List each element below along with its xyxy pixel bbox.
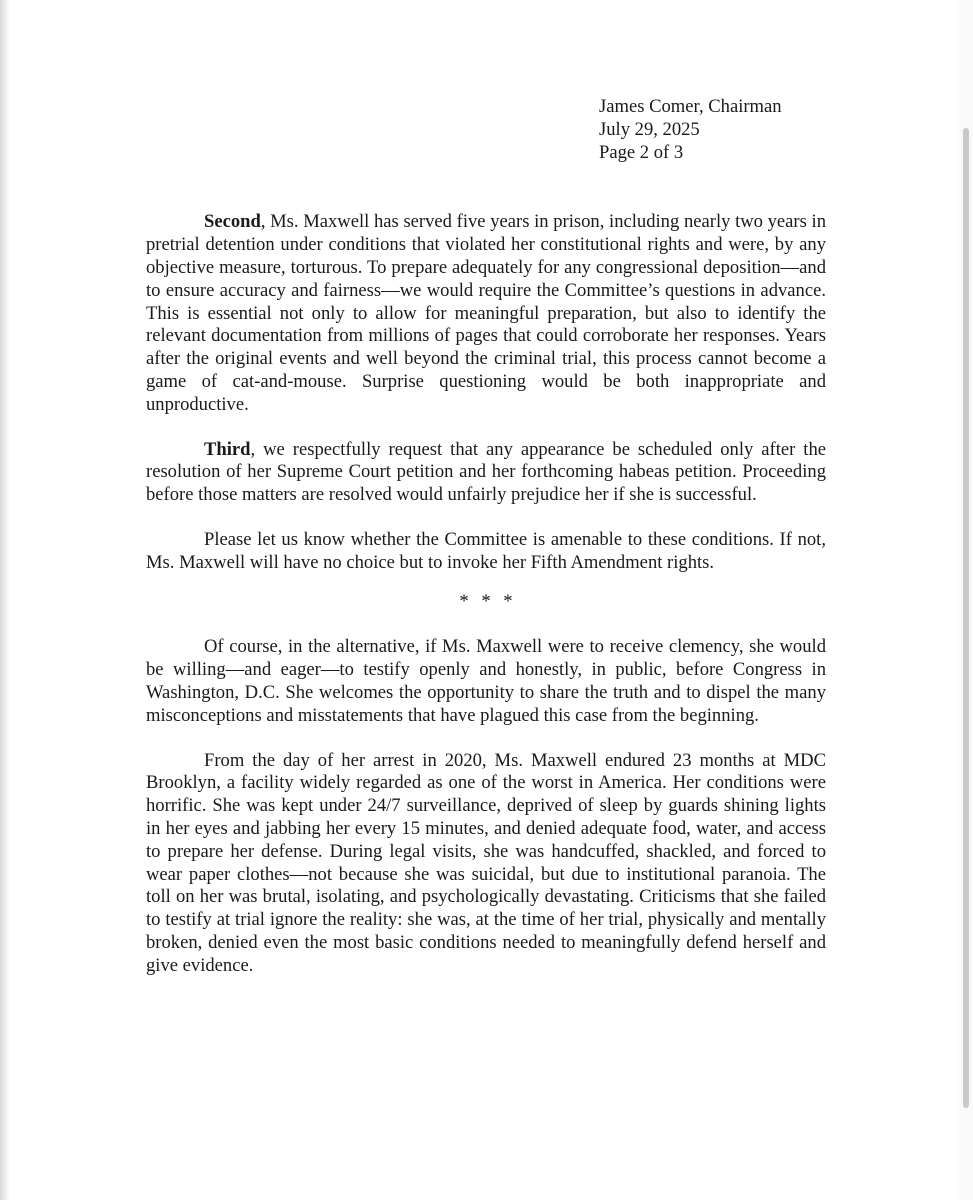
page-left-edge (0, 0, 10, 1200)
paragraph-of-course: Of course, in the alternative, if Ms. Maxwell were to receive clemency, she would be willing—and eager—to testify openly and honestly, in public, before Congress in Washington, D.C. She welcomes the opportunity to share the truth and to dispel the many misconceptions and misstatements that have plagued this case from the beginning. (146, 636, 826, 726)
paragraph-second-text: , Ms. Maxwell has served five years in prison, including nearly two years in pretrial detention under conditions that violated her constitutional rights and were, by any objective measure, torturous. To prepare adequately for any congressional deposition—and to ensure accuracy and fairness—we would require the Committee’s questions in advance. This is essential not only to allow for meaningful preparation, but also to identify the relevant documentation from millions of pages that could corroborate her responses. Years after the original events and well beyond the criminal trial, this process cannot become a game of cat-and-mouse. Surprise questioning would be both inappropriate and unproductive. (146, 211, 826, 415)
page-number-line: Page 2 of 3 (599, 141, 684, 163)
paragraph-please: Please let us know whether the Committee is amenable to these conditions. If not, Ms. Maxwell will have no choice but to invoke her Fifth Amendment rights. (146, 528, 826, 573)
paragraph-third-text: , we respectfully request that any appearance be scheduled only after the resolution of her Supreme Court petition and her forthcoming habeas petition. Proceeding before those matters are resolved would unfairly prejudice her if she is successful. (146, 438, 826, 506)
date-line: July 29, 2025 (599, 118, 700, 140)
paragraph-third-lead: Third (204, 438, 251, 460)
paragraph-second (146, 211, 826, 416)
paragraph-third (146, 439, 826, 507)
paragraph-second-lead: Second (204, 211, 261, 233)
letter-page (146, 96, 826, 978)
scrollbar-track[interactable] (959, 0, 973, 1200)
scrollbar-thumb[interactable] (963, 128, 969, 1108)
paragraph-from-the-day: From the day of her arrest in 2020, Ms. Maxwell endured 23 months at MDC Brooklyn, a facility widely regarded as one of the worst in America. Her conditions were horrific. She was kept under 24/7 surveillance, deprived of sleep by guards shining lights in her eyes and jabbing her every 15 minutes, and denied adequate food, water, and access to prepare her defense. During legal visits, she was handcuffed, shackled, and forced to wear paper clothes—not because she was suicidal, but due to institutional paranoia. The toll on her was brutal, isolating, and psychologically devastating. Criticisms that she failed to testify at trial ignore the reality: she was, at the time of her trial, physically and mentally broken, denied even the most basic conditions needed to meaningfully defend herself and give evidence. (146, 749, 826, 976)
letter-header (599, 96, 826, 164)
section-separator: * * * (459, 590, 517, 612)
addressee-line: James Comer, Chairman (599, 96, 782, 117)
